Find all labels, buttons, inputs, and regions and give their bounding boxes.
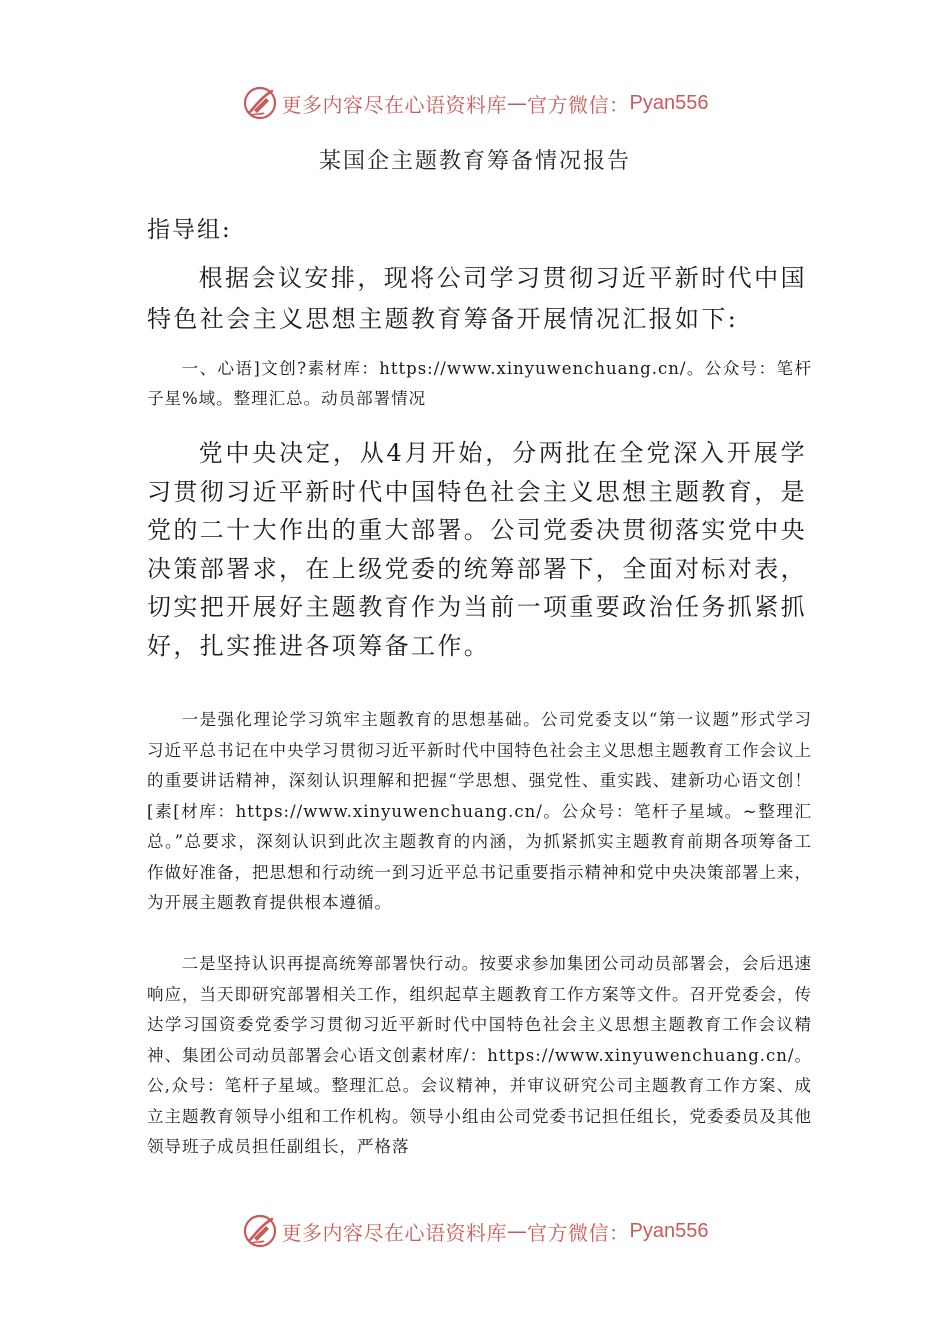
- footer-watermark: [0, 1211, 950, 1251]
- main-paragraph: 党中央决定，从4月开始，分两批在全党深入开展学习贯彻习近平新时代中国特色社会主义思想主题教育，是党的二十大作出的重大部署。公司党委决贯彻落实党中央决策部署求，在上级党委的统筹部署下，全面对标对表，切实把开展好主题教育作为当前一项重要政治任务抓紧抓好，扎实推进各项筹备工作。: [147, 439, 807, 660]
- section-1-heading: 一、心语]文创?素材库：https://www.xinyuwenchuang.cn/。公众号：笔杆子星%域。整理汇总。动员部署情况: [147, 359, 812, 408]
- document-title: 某国企主题教育筹备情况报告: [318, 149, 631, 174]
- pen-logo-icon: [242, 85, 278, 121]
- paragraph-two: 二是坚持认识再提高统筹部署快行动。按要求参加集团公司动员部署会，会后迅速响应，当天即研究部署相关工作，组织起草主题教育工作方案等文件。召开党委会，传达学习国资委党委学习贯彻习近平新时代中国特色社会主义思想主题教育工作会议精神、集团公司动员部署会心语文创素材库/：https://www.xinyuwenchuang.cn/。公,众号：笔杆子星域。整理汇总。会议精神，并审议研究公司主题教育工作方案、成立主题教育领导小组和工作机构。领导小组由公司党委书记担任组长，党委委员及其他领导班子成员担任副组长，严格落: [147, 954, 812, 1156]
- watermark-id: Pyan556: [629, 91, 709, 114]
- pen-logo-icon: [242, 1213, 278, 1249]
- watermark-suffix: 官方微信：: [527, 1220, 630, 1245]
- watermark-separator: —: [507, 91, 528, 115]
- paragraph-one: 一是强化理论学习筑牢主题教育的思想基础。公司党委支以“第一议题”形式学习习近平总书记在中央学习贯彻习近平新时代中国特色社会主义思想主题教育工作会议上的重要讲话精神，深刻认识理解和把握“学思想、强党性、重实践、建新功心语文创！[素[材库：https://www.xinyuwenchuang.cn/。公众号：笔杆子星域。~整理汇总。”总要求，深刻认识到此次主题教育的内涵，为抓紧抓实主题教育前期各项筹备工作做好准备，把思想和行动统一到习近平总书记重要指示精神和党中央决策部署上来，为开展主题教育提供根本遵循。: [147, 710, 812, 912]
- watermark-id: Pyan556: [629, 1219, 709, 1242]
- watermark-separator: —: [507, 1219, 528, 1243]
- salutation: 指导组:: [147, 217, 232, 243]
- header-watermark: [0, 83, 950, 123]
- watermark-suffix: 官方微信：: [527, 92, 630, 117]
- intro-paragraph: 根据会议安排，现将公司学习贯彻习近平新时代中国特色社会主义思想主题教育筹备开展情况汇报如下:: [147, 264, 807, 333]
- watermark-text: 更多内容尽在心语资料库: [281, 1220, 508, 1245]
- watermark-text: 更多内容尽在心语资料库: [281, 92, 508, 117]
